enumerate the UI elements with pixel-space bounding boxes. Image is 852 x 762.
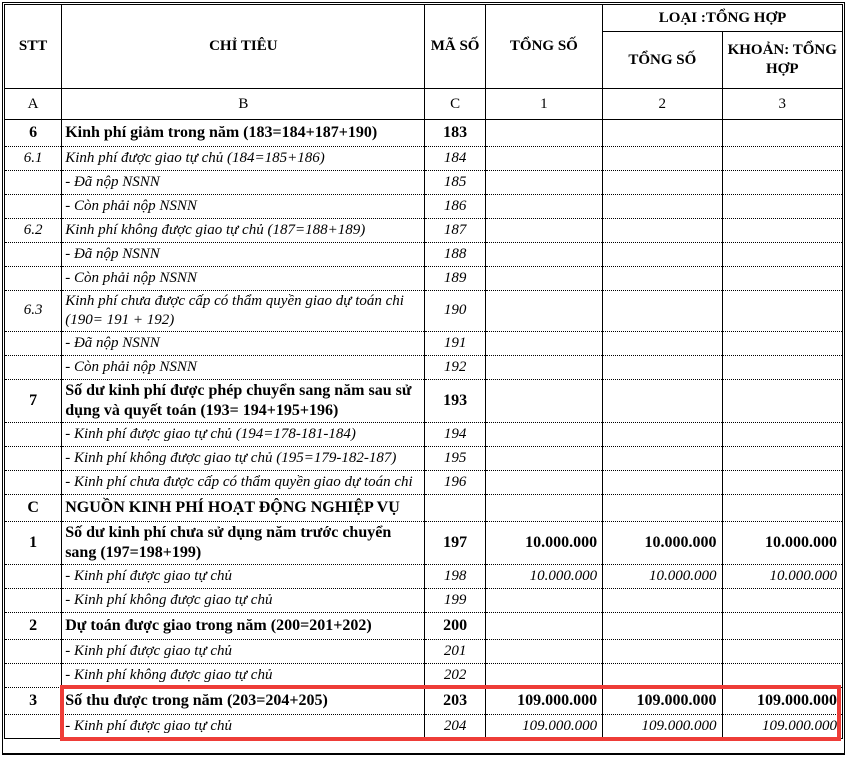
label-cell: Dự toán được giao trong năm (200=201+202) [62,612,425,639]
value-cell-3 [722,639,842,663]
header-khoan-tong-hop: KHOẢN: TỔNG HỢP [722,32,842,89]
value-cell-2 [603,379,722,422]
value-cell-2 [603,588,722,612]
value-cell-1 [485,120,602,147]
value-cell-2 [603,219,722,243]
code-cell: 197 [425,521,485,564]
value-cell-1 [485,219,602,243]
table-header [5,5,843,120]
label-cell: Kinh phí được giao tự chủ (184=185+186) [62,147,425,171]
table-row [5,521,843,564]
table-row [5,243,843,267]
stt-cell: 6 [5,120,62,147]
label-cell: - Kinh phí không được giao tự chủ [62,588,425,612]
stt-cell [5,588,62,612]
value-cell-3 [722,291,842,332]
value-cell-3 [722,171,842,195]
stt-cell: 1 [5,521,62,564]
stt-cell: 6.2 [5,219,62,243]
value-cell-2 [603,494,722,521]
stt-cell [5,470,62,494]
header-stt: STT [5,5,62,89]
value-cell-1 [485,171,602,195]
value-cell-2 [603,267,722,291]
stt-cell [5,331,62,355]
value-cell-1 [485,422,602,446]
label-cell: - Kinh phí được giao tự chủ [62,714,425,738]
letter-c: C [425,89,485,120]
value-cell-3 [722,379,842,422]
stt-cell [5,639,62,663]
code-cell: 193 [425,379,485,422]
code-cell: 199 [425,588,485,612]
value-cell-2 [603,639,722,663]
value-cell-2 [603,195,722,219]
letter-1: 1 [485,89,602,120]
code-cell: 194 [425,422,485,446]
table-row [5,663,843,687]
table-row [5,687,843,714]
stt-cell [5,564,62,588]
code-cell: 195 [425,446,485,470]
table-row [5,331,843,355]
code-cell: 191 [425,331,485,355]
value-cell-3 [722,663,842,687]
value-cell-2 [603,612,722,639]
stt-cell [5,422,62,446]
value-cell-3 [722,355,842,379]
budget-report-table [4,4,843,739]
label-cell: - Kinh phí không được giao tự chủ (195=179-182-187) [62,446,425,470]
label-cell: NGUỒN KINH PHÍ HOẠT ĐỘNG NGHIỆP VỤ [62,494,425,521]
label-cell: Số dư kinh phí được phép chuyển sang năm sau sử dụng và quyết toán (193= 194+195+196) [62,379,425,422]
stt-cell: 6.3 [5,291,62,332]
table-row [5,195,843,219]
column-letter-row [5,89,843,120]
value-cell-2 [603,470,722,494]
code-cell: 198 [425,564,485,588]
table-row [5,267,843,291]
stt-cell: 7 [5,379,62,422]
table-row [5,147,843,171]
table-row [5,379,843,422]
header-chi-tieu: CHỈ TIÊU [62,5,425,89]
value-cell-3: 10.000.000 [722,521,842,564]
table-row [5,355,843,379]
table-row [5,494,843,521]
value-cell-2 [603,120,722,147]
value-cell-3 [722,195,842,219]
stt-cell: 3 [5,687,62,714]
value-cell-2 [603,663,722,687]
value-cell-1 [485,331,602,355]
stt-cell: 2 [5,612,62,639]
stt-cell [5,243,62,267]
code-cell: 202 [425,663,485,687]
label-cell: - Kinh phí được giao tự chủ [62,564,425,588]
code-cell: 187 [425,219,485,243]
letter-2: 2 [603,89,722,120]
value-cell-1 [485,379,602,422]
value-cell-3 [722,267,842,291]
value-cell-3 [722,219,842,243]
label-cell: - Kinh phí được giao tự chủ (194=178-181-184) [62,422,425,446]
table-row [5,219,843,243]
code-cell: 188 [425,243,485,267]
code-cell: 186 [425,195,485,219]
header-ma-so: MÃ SỐ [425,5,485,89]
table-row [5,291,843,332]
label-cell: - Đã nộp NSNN [62,331,425,355]
value-cell-3: 10.000.000 [722,564,842,588]
value-cell-1 [485,243,602,267]
code-cell: 189 [425,267,485,291]
code-cell: 196 [425,470,485,494]
table-row [5,422,843,446]
value-cell-1 [485,355,602,379]
value-cell-3 [722,446,842,470]
table-row [5,588,843,612]
code-cell: 201 [425,639,485,663]
code-cell: 184 [425,147,485,171]
value-cell-1 [485,588,602,612]
report-table-frame [2,2,845,755]
stt-cell: 6.1 [5,147,62,171]
value-cell-1 [485,612,602,639]
value-cell-2 [603,331,722,355]
label-cell: Kinh phí giảm trong năm (183=184+187+190) [62,120,425,147]
value-cell-3 [722,422,842,446]
code-cell: 203 [425,687,485,714]
value-cell-1: 10.000.000 [485,521,602,564]
value-cell-2: 109.000.000 [603,714,722,738]
value-cell-3: 109.000.000 [722,687,842,714]
value-cell-2 [603,446,722,470]
value-cell-1 [485,470,602,494]
value-cell-3 [722,147,842,171]
value-cell-2 [603,147,722,171]
value-cell-1 [485,663,602,687]
stt-cell [5,355,62,379]
label-cell: - Kinh phí không được giao tự chủ [62,663,425,687]
letter-b: B [62,89,425,120]
value-cell-1 [485,267,602,291]
value-cell-1 [485,291,602,332]
label-cell: - Còn phải nộp NSNN [62,195,425,219]
stt-cell [5,267,62,291]
code-cell [425,494,485,521]
table-body [5,120,843,739]
value-cell-1: 10.000.000 [485,564,602,588]
value-cell-1 [485,446,602,470]
value-cell-3 [722,588,842,612]
stt-cell [5,171,62,195]
value-cell-3 [722,612,842,639]
label-cell: - Kinh phí chưa được cấp có thẩm quyền giao dự toán chi [62,470,425,494]
table-row [5,564,843,588]
value-cell-3 [722,470,842,494]
table-row [5,171,843,195]
table-row [5,714,843,738]
header-tong-so: TỔNG SỐ [485,5,602,89]
value-cell-2 [603,243,722,267]
code-cell: 183 [425,120,485,147]
value-cell-1: 109.000.000 [485,714,602,738]
table-row [5,639,843,663]
letter-a: A [5,89,62,120]
stt-cell: C [5,494,62,521]
value-cell-2: 10.000.000 [603,564,722,588]
label-cell: - Còn phải nộp NSNN [62,355,425,379]
code-cell: 185 [425,171,485,195]
value-cell-2 [603,422,722,446]
value-cell-1 [485,195,602,219]
value-cell-3 [722,120,842,147]
header-loai-tong-so: TỔNG SỐ [603,32,722,89]
stt-cell [5,446,62,470]
value-cell-1: 109.000.000 [485,687,602,714]
label-cell: Kinh phí không được giao tự chủ (187=188+189) [62,219,425,243]
header-loai-group: LOẠI :TỔNG HỢP [603,5,843,32]
value-cell-2 [603,355,722,379]
value-cell-1 [485,147,602,171]
value-cell-3: 109.000.000 [722,714,842,738]
code-cell: 190 [425,291,485,332]
table-row [5,120,843,147]
value-cell-1 [485,494,602,521]
table-row [5,612,843,639]
label-cell: - Kinh phí được giao tự chủ [62,639,425,663]
value-cell-3 [722,243,842,267]
label-cell: - Đã nộp NSNN [62,171,425,195]
stt-cell [5,195,62,219]
label-cell: Kinh phí chưa được cấp có thẩm quyền giao dự toán chi (190= 191 + 192) [62,291,425,332]
label-cell: Số thu được trong năm (203=204+205) [62,687,425,714]
stt-cell [5,714,62,738]
value-cell-3 [722,331,842,355]
label-cell: - Còn phải nộp NSNN [62,267,425,291]
stt-cell [5,663,62,687]
code-cell: 204 [425,714,485,738]
code-cell: 200 [425,612,485,639]
table-row [5,446,843,470]
letter-3: 3 [722,89,842,120]
code-cell: 192 [425,355,485,379]
value-cell-3 [722,494,842,521]
value-cell-2: 10.000.000 [603,521,722,564]
label-cell: Số dư kinh phí chưa sử dụng năm trước chuyển sang (197=198+199) [62,521,425,564]
value-cell-2: 109.000.000 [603,687,722,714]
table-row [5,470,843,494]
value-cell-2 [603,291,722,332]
value-cell-1 [485,639,602,663]
label-cell: - Đã nộp NSNN [62,243,425,267]
value-cell-2 [603,171,722,195]
